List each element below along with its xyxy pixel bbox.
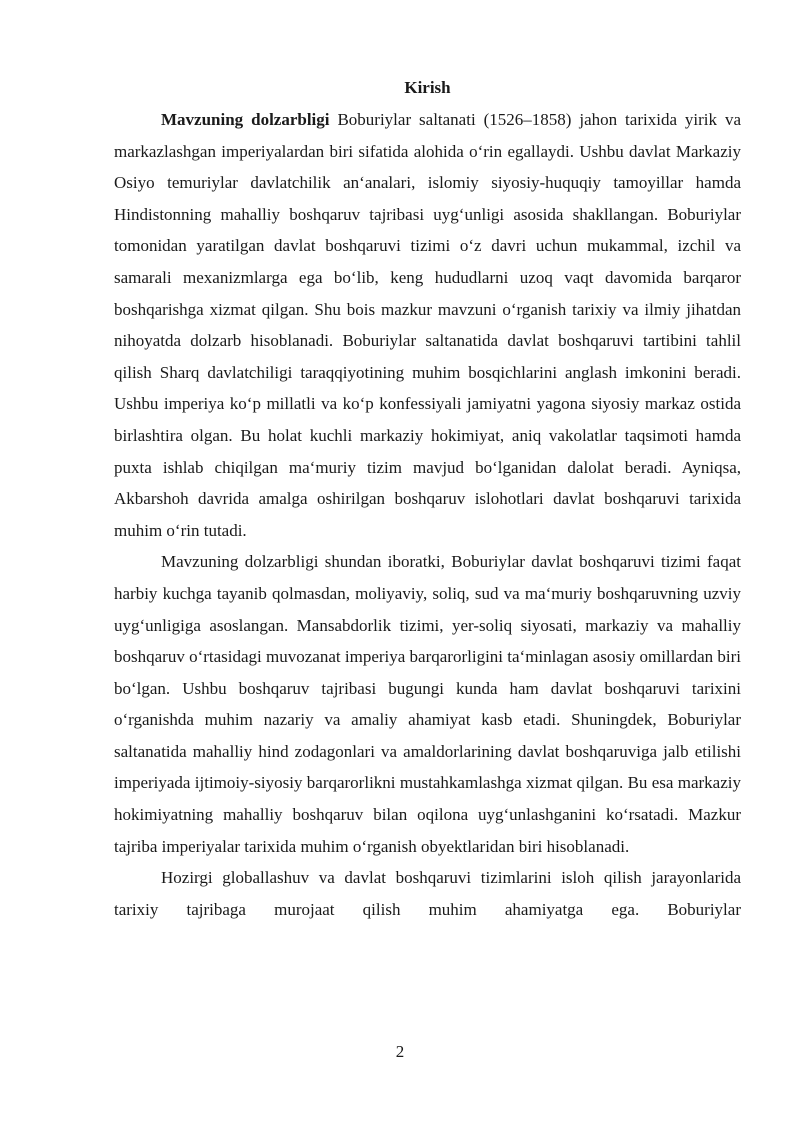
paragraph-3: Hozirgi globallashuv va davlat boshqaruvi tizimlarini isloh qilish jarayonlarida tarixiy tajribaga murojaat qilish muhim ahamiyatga ega. Boburiylar: [114, 868, 741, 919]
paragraph-1: [114, 104, 741, 546]
paragraph-1-lead: Mavzuning dolzarbligi: [161, 110, 330, 129]
paragraph-2: Mavzuning dolzarbligi shundan iboratki, Boburiylar davlat boshqaruvi tizimi faqat harbiy kuchga tayanib qolmasdan, moliyaviy, soliq, sud va maʻmuriy boshqaruvning uzviy uygʻunligiga asoslangan. Mansabdorlik tizimi, yer-soliq siyosati, markaziy va mahalliy boshqaruv oʻrtasidagi muvozanat imperiya barqarorligini taʻminlagan asosiy omillardan biri boʻlgan. Ushbu boshqaruv tajribasi bugungi kunda ham davlat boshqaruvi tarixini oʻrganishda muhim nazariy va amaliy ahamiyat kasb etadi. Shuningdek, Boburiylar saltanatida mahalliy hind zodagonlari va amaldorlarining davlat boshqaruviga jalb etilishi imperiyada ijtimoiy-siyosiy barqarorlikni mustahkamlashga xizmat qilgan. Bu esa markaziy hokimiyatning mahalliy boshqaruv bilan oqilona uygʻunlashganini koʻrsatadi. Mazkur tajriba imperiyalar tarixida muhim oʻrganish obyektlaridan biri hisoblanadi.: [114, 552, 741, 856]
paragraph-1-text: Boburiylar saltanati (1526–1858) jahon tarixida yirik va markazlashgan imperiyalardan biri sifatida alohida oʻrin egallaydi. Ushbu davlat Markaziy Osiyo temuriylar davlatchilik anʻanalari, islomiy siyosiy-huquqiy tamoyillar hamda Hindistonning mahalliy boshqaruv tajribasi uygʻunligi asosida shakllangan. Boburiylar tomonidan yaratilgan davlat boshqaruvi tizimi oʻz davri uchun mukammal, izchil va samarali mexanizmlarga ega boʻlib, keng hududlarni uzoq vaqt davomida barqaror boshqarishga xizmat qilgan. Shu bois mazkur mavzuni oʻrganish tarixiy va ilmiy jihatdan nihoyatda dolzarb hisoblanadi. Boburiylar saltanatida davlat boshqaruvi tartibini tahlil qilish Sharq davlatchiligi taraqqiyotining muhim bosqichlarini anglash imkonini beradi. Ushbu imperiya koʻp millatli va koʻp konfessiyali jamiyatni yagona siyosiy markaz ostida birlashtira olgan. Bu holat kuchli markaziy hokimiyat, aniq vakolatlar taqsimoti hamda puxta ishlab chiqilgan maʻmuriy tizim mavjud boʻlganidan dalolat beradi. Ayniqsa, Akbarshoh davrida amalga oshirilgan boshqaruv islohotlari davlat boshqaruvi tarixida muhim oʻrin tutadi.: [114, 110, 741, 540]
page-number: 2: [395, 1042, 405, 1061]
page-content: [114, 72, 741, 925]
section-heading: Kirish: [404, 78, 451, 97]
